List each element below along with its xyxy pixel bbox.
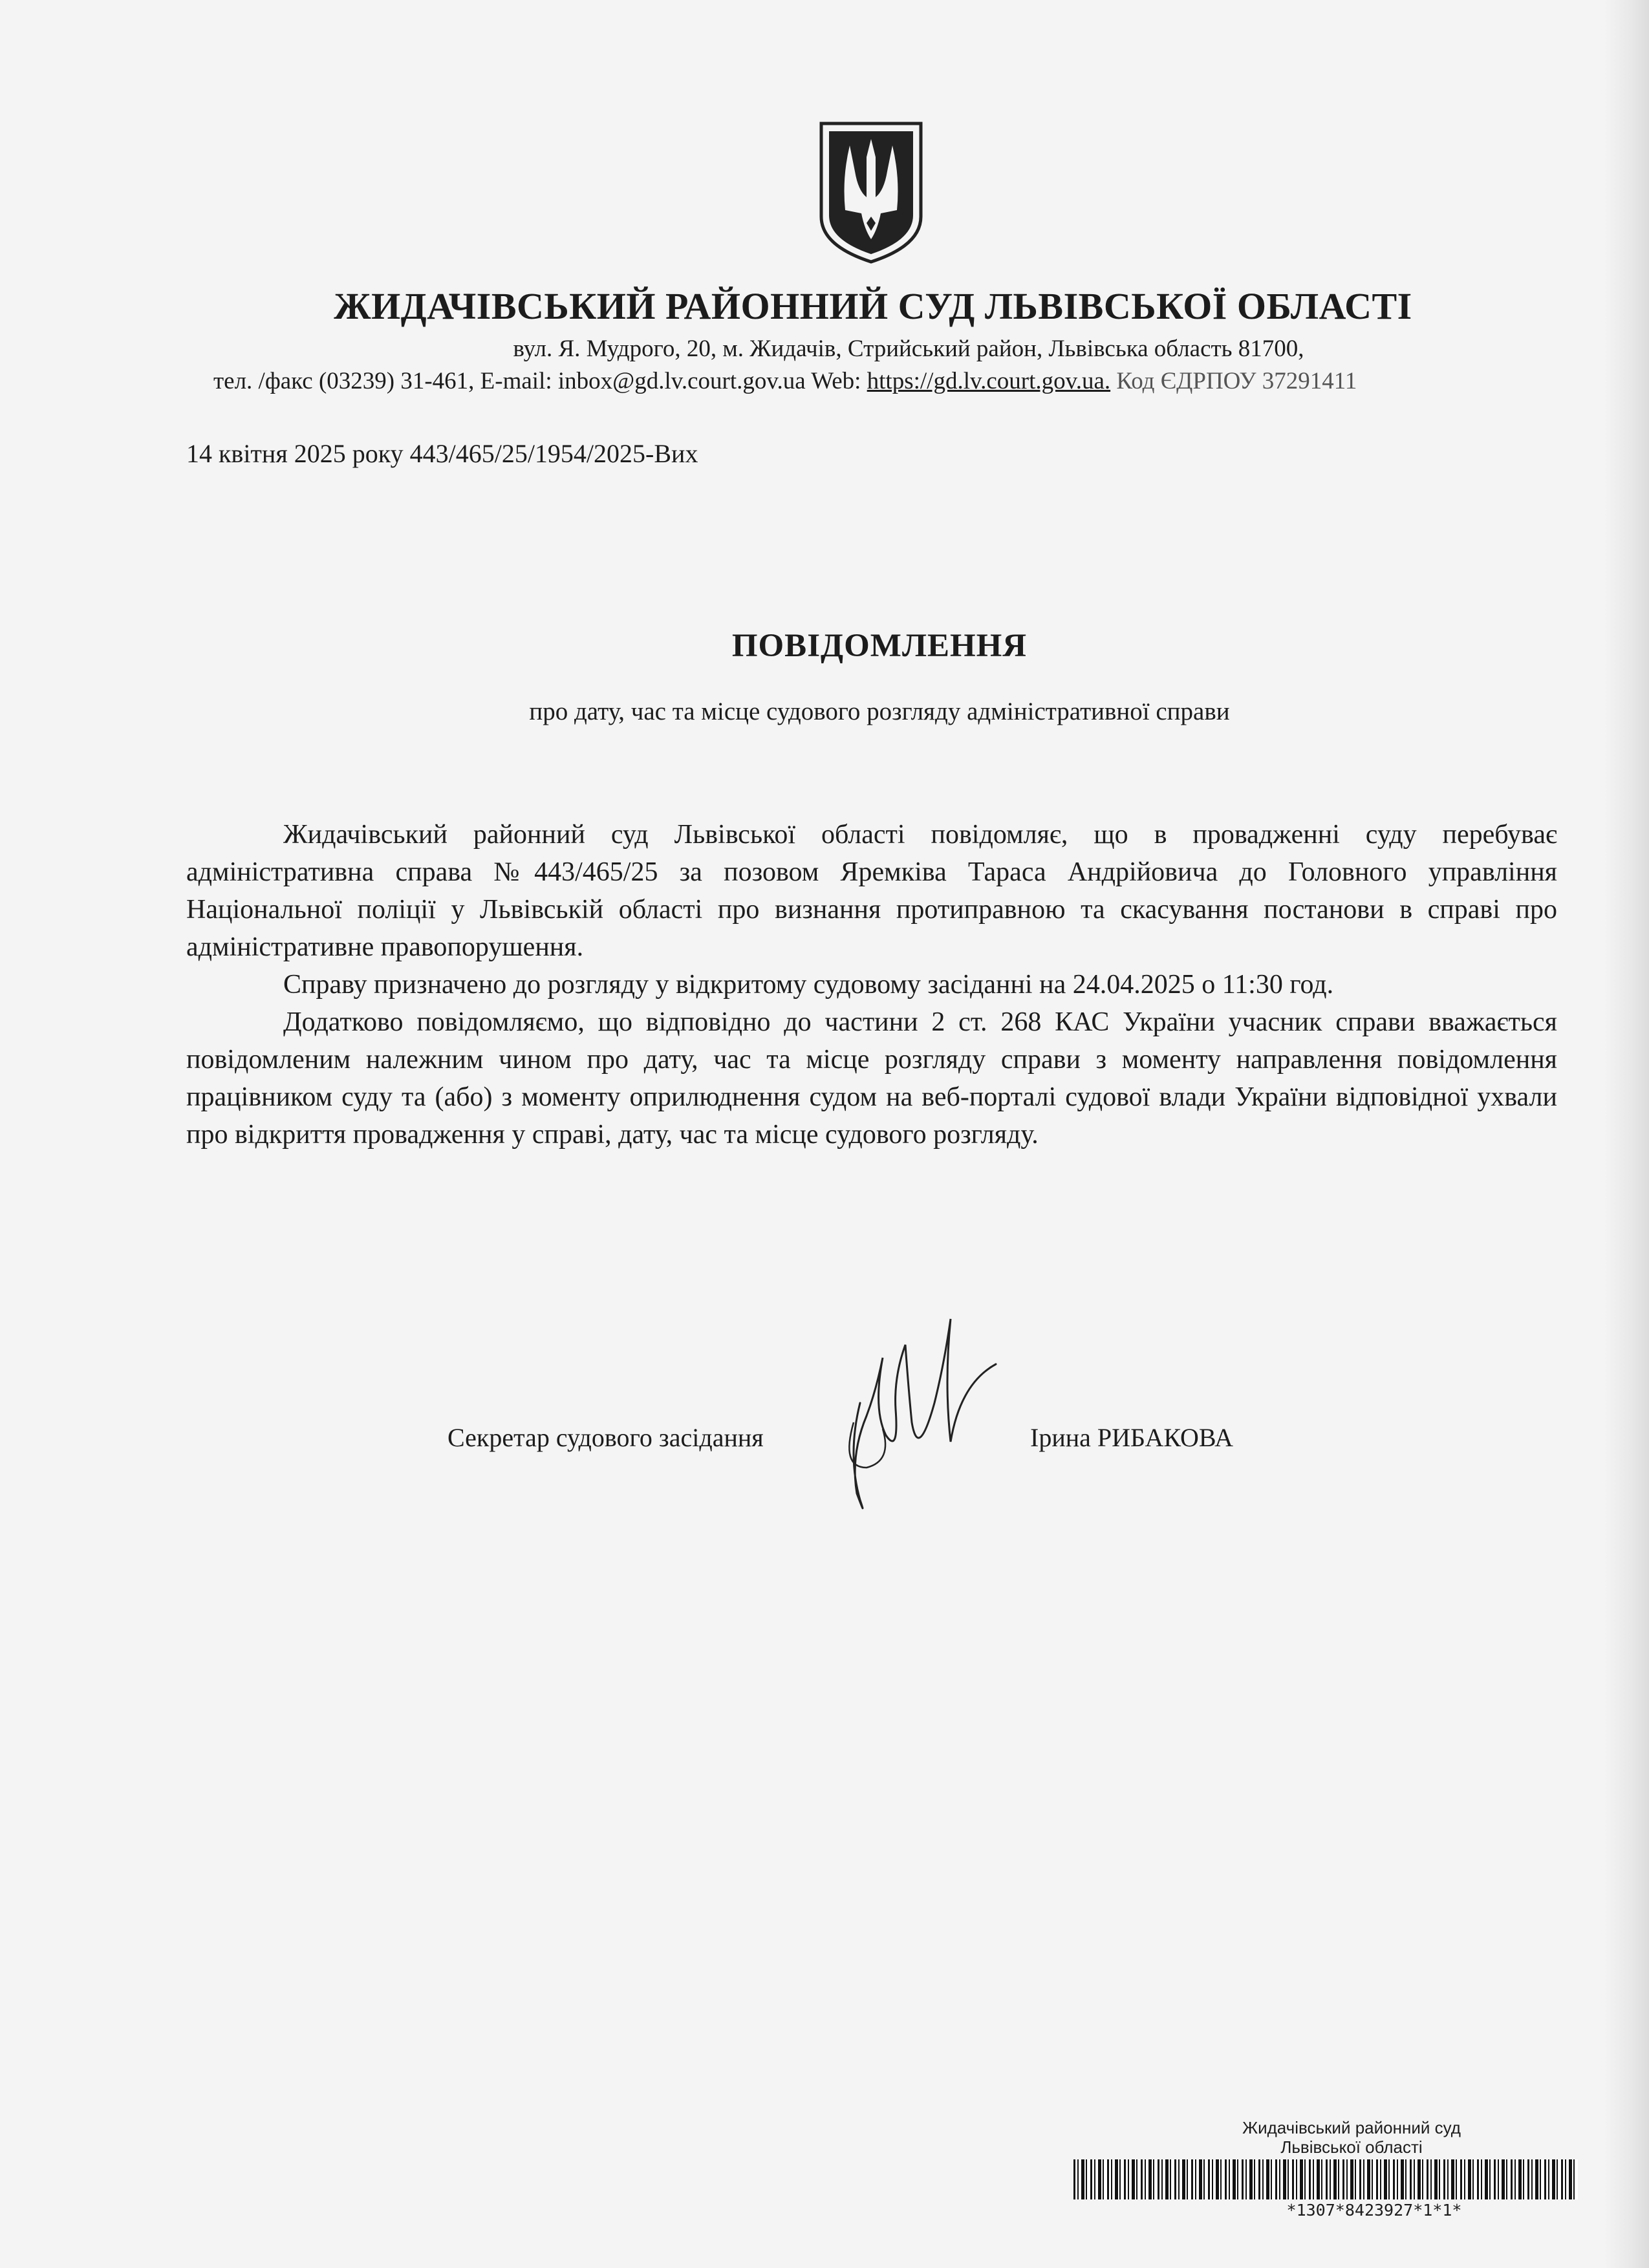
body-paragraph: Справу призначено до розгляду у відкритому судовому засіданні на 24.04.2025 о 11:30 год.	[283, 970, 1334, 1000]
notice-body	[186, 816, 1557, 1153]
edrpou-code: Код ЄДРПОУ 37291411	[1110, 368, 1357, 394]
outgoing-reference: 14 квітня 2025 року 443/465/25/1954/2025-Вих	[186, 439, 698, 468]
contact-phone-email: тел. /факс (03239) 31-461, E-mail: inbox@gd.lv.court.gov.ua Web:	[213, 368, 867, 394]
court-name-heading: ЖИДАЧІВСЬКИЙ РАЙОННИЙ СУД ЛЬВІВСЬКОЇ ОБЛАСТІ	[334, 285, 1412, 327]
signature-block	[0, 1409, 1649, 1578]
signer-name: Ірина РИБАКОВА	[1030, 1423, 1233, 1452]
stamp-court-line: Жидачівський районний суд	[1242, 2118, 1461, 2137]
document-title: ПОВІДОМЛЕННЯ	[731, 628, 1028, 664]
barcode	[1073, 2159, 1578, 2199]
signer-role: Секретар судового засідання	[447, 1423, 764, 1452]
barcode-number: *1307*8423927*1*1*	[1286, 2201, 1462, 2220]
handwritten-signature	[821, 1306, 1002, 1526]
coat-of-arms-emblem	[816, 120, 926, 265]
registration-stamp	[1073, 2118, 1584, 2220]
court-address: вул. Я. Мудрого, 20, м. Жидачів, Стрийський район, Львівська область 81700,	[513, 336, 1304, 362]
stamp-court-line: Львівської області	[1280, 2137, 1423, 2157]
court-contacts	[213, 367, 1357, 395]
stamp-court-name	[1073, 2118, 1584, 2157]
body-paragraph: Жидачівський районний суд Львівської області повідомляє, що в провадженні суду перебуває адміністративна справа №443/465/25 за позовом Яремківа Тараса Андрійовича до Головного управління Національної поліції у Львівській області про визнання протиправною та скасування постанови в справі про адміністративне правопорушення.	[186, 820, 1557, 962]
body-paragraph: Додатково повідомляємо, що відповідно до частини 2 ст. 268 КАС України учасник справи вважається повідомленим належним чином про дату, час та місце розгляду справи з моменту направлення повідомлення працівником суду та (або) з моменту оприлюднення судом на веб-порталі судової влади України відповідної ухвали про відкриття провадження у справі, дату, час та місце судового розгляду.	[186, 1007, 1557, 1150]
court-website-link[interactable]: https://gd.lv.court.gov.ua.	[867, 368, 1111, 394]
document-subtitle: про дату, час та місце судового розгляду адміністративної справи	[529, 698, 1230, 725]
